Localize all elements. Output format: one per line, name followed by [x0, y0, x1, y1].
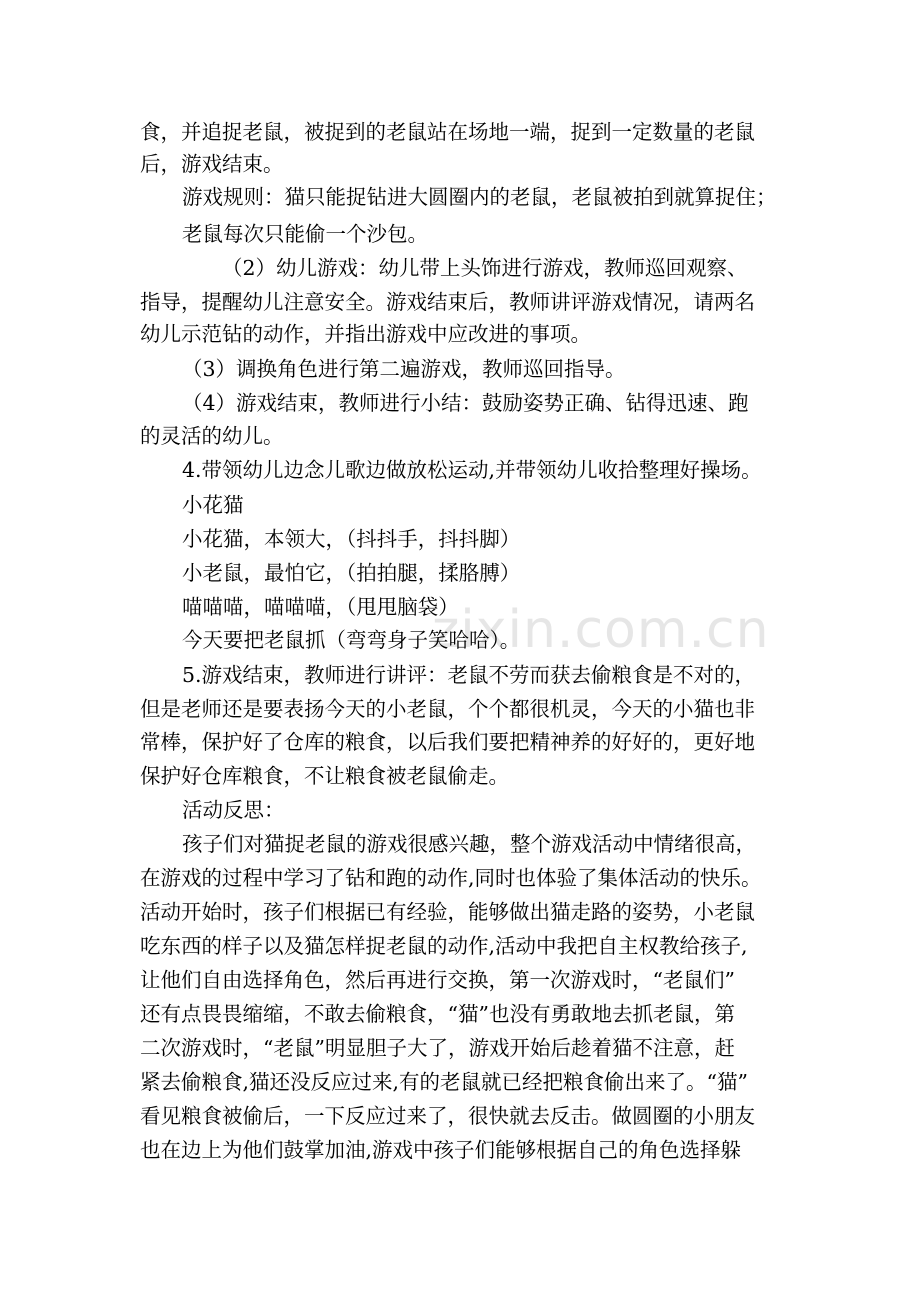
text-line: 还有点畏畏缩缩，不敢去偷粮食，“猫”也没有勇敢地去抓老鼠，第: [140, 1002, 735, 1026]
text-line: （3）调换角色进行第二遍游戏，教师巡回指导。: [182, 357, 626, 381]
text-line: 吃东西的样子以及猫怎样捉老鼠的动作,活动中我把自主权教给孩子,: [140, 934, 748, 958]
text-line: 小老鼠，最怕它，（拍拍腿，揉胳膊）: [182, 561, 521, 585]
text-line: 小花猫: [182, 493, 244, 517]
text-line: 今天要把老鼠抓（弯弯身子笑哈哈）。: [182, 628, 521, 652]
text-line: 食，并追捉老鼠，被捉到的老鼠站在场地一端，捉到一定数量的老鼠: [140, 120, 755, 144]
text-line: 让他们自由选择角色，然后再进行交换，第一次游戏时，“老鼠们”: [140, 968, 735, 992]
text-line: 但是老师还是要表扬今天的小老鼠，个个都很机灵，今天的小猫也非: [140, 697, 755, 721]
text-line: 后，游戏结束。: [140, 152, 284, 176]
text-line: 保护好仓库粮食，不让粮食被老鼠偷走。: [140, 764, 509, 788]
text-line: 孩子们对猫捉老鼠的游戏很感兴趣，整个游戏活动中情绪很高，: [182, 832, 756, 856]
text-line: （4）游戏结束，教师进行小结：鼓励姿势正确、钻得迅速、跑: [182, 391, 749, 415]
text-line: 活动反思：: [182, 798, 285, 822]
text-line: 喵喵喵，喵喵喵，（甩甩脑袋）: [182, 595, 459, 619]
text-line: 看见粮食被偷后，一下反应过来了，很快就去反击。做圆圈的小朋友: [140, 1104, 755, 1128]
text-line: 指导，提醒幼儿注意安全。游戏结束后，教师讲评游戏情况，请两名: [140, 290, 755, 314]
text-line: 在游戏的过程中学习了钻和跑的动作,同时也体验了集体活动的快乐。: [140, 866, 762, 890]
watermark: zixin.com.cn: [432, 600, 770, 660]
text-line: 二次游戏时，“老鼠”明显胆子大了，游戏开始后趁着猫不注意，赶: [140, 1036, 735, 1060]
text-line: 活动开始时，孩子们根据已有经验，能够做出猫走路的姿势，小老鼠: [140, 900, 755, 924]
text-line: （2）幼儿游戏：幼儿带上头饰进行游戏，教师巡回观察、: [222, 256, 748, 280]
text-line: 常棒，保护好了仓库的粮食，以后我们要把精神养的好好的，更好地: [140, 730, 755, 754]
text-line: 小花猫，本领大，（抖抖手，抖抖脚）: [182, 527, 521, 551]
text-line: 幼儿示范钻的动作，并指出游戏中应改进的事项。: [140, 322, 591, 346]
text-line: 的灵活的幼儿。: [140, 424, 284, 448]
text-line: 游戏规则：猫只能捉钻进大圆圈内的老鼠，老鼠被拍到就算捉住；: [182, 185, 777, 209]
text-line: 5.游戏结束，教师进行讲评：老鼠不劳而获去偷粮食是不对的，: [182, 663, 756, 687]
text-line: 4.带领幼儿边念儿歌边做放松运动,并带领幼儿收拾整理好操场。: [182, 458, 762, 482]
text-line: 老鼠每次只能偷一个沙包。: [182, 222, 428, 246]
text-line: 紧去偷粮食,猫还没反应过来,有的老鼠就已经把粮食偷出来了。“猫”: [140, 1070, 748, 1094]
text-line: 也在边上为他们鼓掌加油,游戏中孩子们能够根据自己的角色选择躲: [140, 1138, 742, 1162]
